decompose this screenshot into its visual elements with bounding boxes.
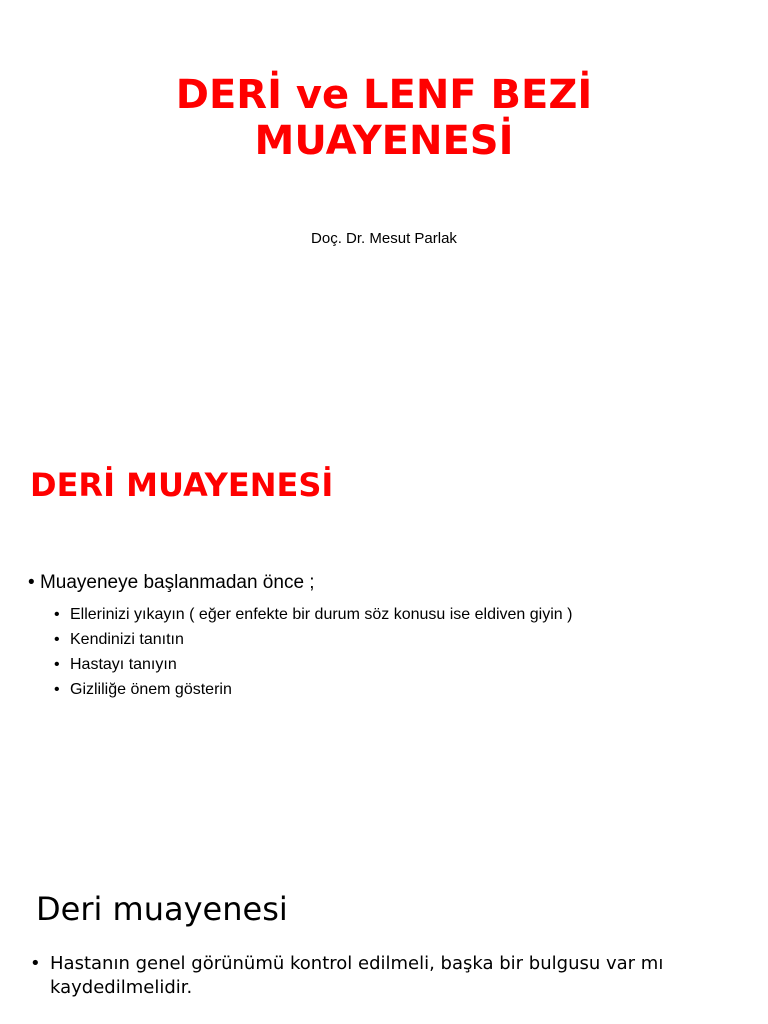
slide-deri-muayenesi [0,432,768,852]
bullet-dot-icon: • [30,953,41,974]
list-item-text: Hastayı tanıyın [70,656,177,673]
slide-1-title [0,72,768,164]
detail-bullet-text [50,952,663,1000]
sub-bullet-list [54,602,572,702]
bullet-dot-icon: • [54,656,60,673]
list-item-text: Gizliliğe önem gösterin [70,681,232,698]
author-subtitle: Doç. Dr. Mesut Parlak [311,230,457,247]
list-item [54,602,572,627]
main-bullet [28,572,315,594]
slide-2-title: DERİ MUAYENESİ [30,466,334,504]
list-item-text: Ellerinizi yıkayın ( eğer enfekte bir durum söz konusu ise eldiven giyin ) [70,606,573,623]
title-line-1: DERİ ve LENF BEZİ [175,72,593,118]
detail-line-1: Hastanın genel görünümü kontrol edilmeli, başka bir bulgusu var mı [50,953,664,974]
slide-title [0,0,768,420]
slide-deri-muayenesi-detail [0,862,768,1024]
title-line-2: MUAYENESİ [254,118,514,164]
list-item [54,627,572,652]
slide-3-title: Deri muayenesi [36,890,288,928]
detail-bullet [30,952,730,1000]
list-item [54,677,572,702]
detail-line-2: kaydedilmelidir. [50,977,193,998]
list-item [54,652,572,677]
bullet-dot-icon: • [28,572,40,593]
main-bullet-text: Muayeneye başlanmadan önce ; [39,572,315,593]
bullet-dot-icon: • [54,631,60,648]
list-item-text: Kendinizi tanıtın [70,631,184,648]
bullet-dot-icon: • [54,681,60,698]
bullet-dot-icon: • [54,606,60,623]
